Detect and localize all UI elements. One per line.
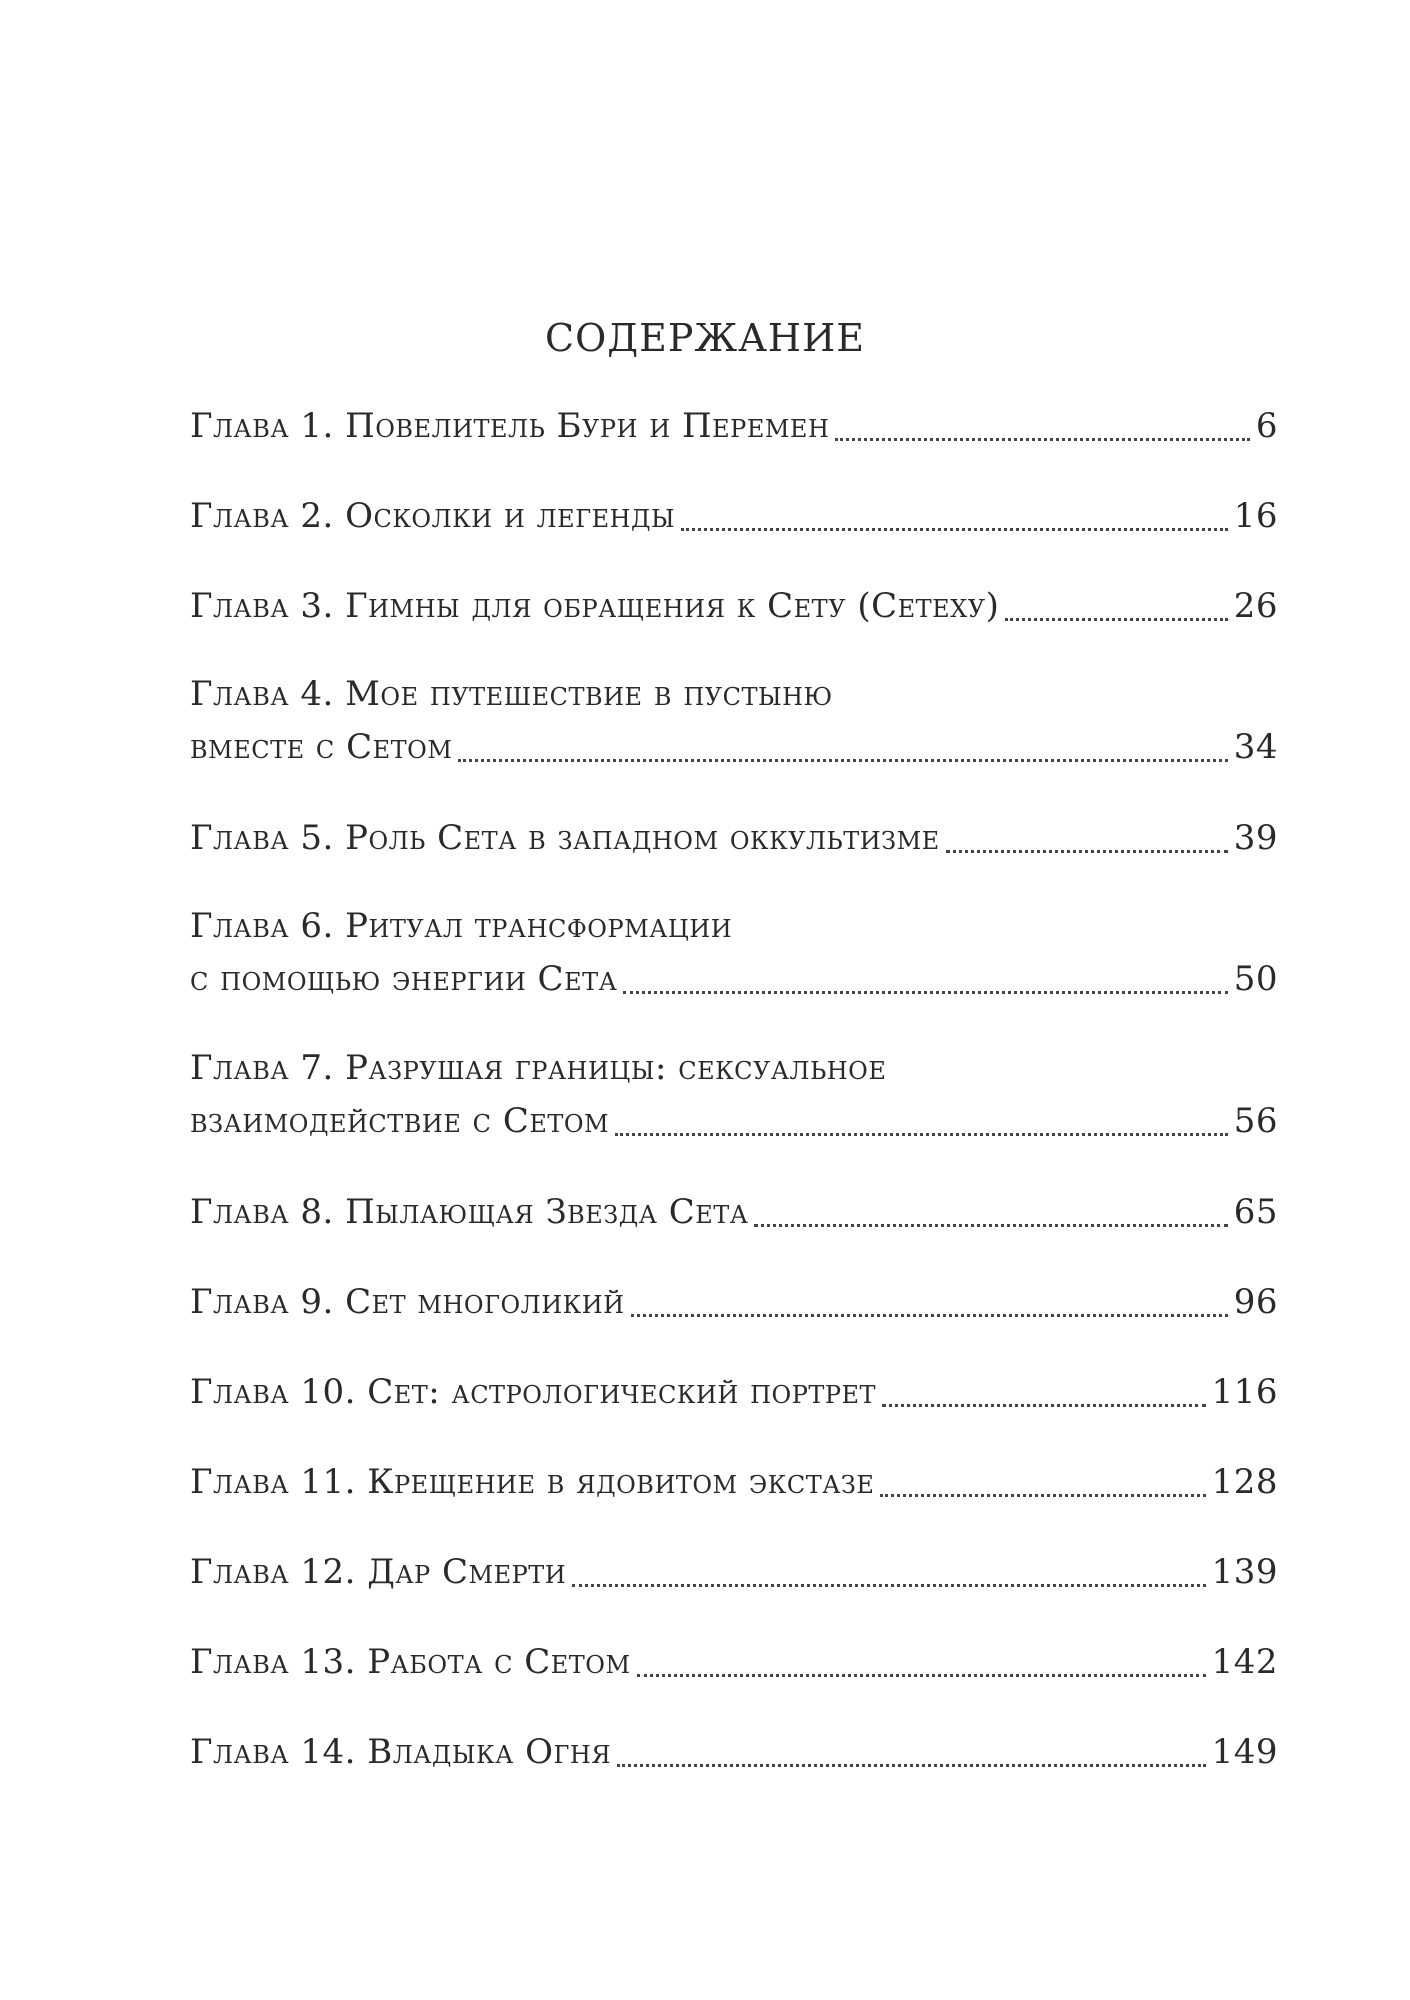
toc-entry-label: Глава 13. Работа с Сетом: [190, 1642, 631, 1682]
dot-leader: [631, 1314, 1228, 1317]
toc-page-number: 139: [1211, 1552, 1278, 1592]
toc-entry-label: Глава 1. Повелитель Бури и Перемен: [190, 406, 830, 446]
toc-entry-line1: Глава 7. Разрушая границы: сексуальное: [190, 1048, 887, 1088]
toc-entry-2[interactable]: [190, 490, 1278, 543]
toc-entry-6[interactable]: [190, 900, 1278, 1006]
toc-entry-4[interactable]: [190, 668, 1278, 774]
toc-entry-3[interactable]: [190, 580, 1278, 633]
toc-page-number: 16: [1233, 496, 1278, 536]
toc-page-number: 128: [1211, 1462, 1278, 1502]
toc-entry-label: Глава 2. Осколки и легенды: [190, 496, 676, 536]
toc-entry-label: Глава 10. Сет: астрологический портрет: [190, 1372, 877, 1412]
dot-leader: [882, 1404, 1206, 1407]
toc-entry-12[interactable]: [190, 1546, 1278, 1599]
toc-entry-label: Глава 14. Владыка Огня: [190, 1732, 612, 1772]
toc-entry-label: взаимодействие с Сетом: [190, 1101, 610, 1141]
toc-page-number: 149: [1211, 1732, 1278, 1772]
dot-leader: [637, 1674, 1206, 1677]
dot-leader: [754, 1224, 1227, 1227]
toc-page-number: 34: [1233, 727, 1278, 767]
toc-page-number: 6: [1255, 406, 1278, 446]
toc-entry-10[interactable]: [190, 1366, 1278, 1419]
toc-entry-13[interactable]: [190, 1636, 1278, 1689]
toc-entry-label: Глава 12. Дар Смерти: [190, 1552, 567, 1592]
dot-leader: [880, 1494, 1205, 1497]
toc-entry-9[interactable]: [190, 1276, 1278, 1329]
toc-entry-14[interactable]: [190, 1726, 1278, 1779]
toc-entry-label: с помощью энергии Сета: [190, 959, 618, 999]
toc-entry-label: Глава 3. Гимны для обращения к Сету (Сетеху): [190, 586, 1000, 626]
toc-page-number: 116: [1211, 1372, 1278, 1412]
dot-leader: [617, 1764, 1205, 1767]
toc-entry-label: Глава 8. Пылающая Звезда Сета: [190, 1192, 749, 1232]
dot-leader: [681, 528, 1228, 531]
dot-leader: [615, 1133, 1228, 1136]
toc-title: СОДЕРЖАНИЕ: [545, 316, 865, 360]
dot-leader: [1005, 618, 1227, 621]
toc-page-number: 65: [1233, 1192, 1278, 1232]
toc-entry-label: Глава 5. Роль Сета в западном оккультизме: [190, 818, 940, 858]
toc-entry-label: Глава 11. Крещение в ядовитом экстазе: [190, 1462, 875, 1502]
toc-page-number: 39: [1233, 818, 1278, 858]
toc-entry-5[interactable]: [190, 812, 1278, 865]
toc-page-number: 96: [1233, 1282, 1278, 1322]
toc-entry-11[interactable]: [190, 1456, 1278, 1509]
toc-page-number: 50: [1233, 959, 1278, 999]
toc-entry-label: вместе с Сетом: [190, 727, 453, 767]
toc-entry-line1: Глава 4. Мое путешествие в пустыню: [190, 674, 833, 714]
dot-leader: [835, 438, 1249, 441]
dot-leader: [623, 991, 1227, 994]
dot-leader: [458, 759, 1227, 762]
toc-page-number: 142: [1211, 1642, 1278, 1682]
toc-page-number: 56: [1233, 1101, 1278, 1141]
dot-leader: [572, 1584, 1205, 1587]
toc-entry-8[interactable]: [190, 1186, 1278, 1239]
toc-entry-line1: Глава 6. Ритуал трансформации: [190, 906, 733, 946]
toc-entry-label: Глава 9. Сет многоликий: [190, 1282, 625, 1322]
toc-entry-1[interactable]: [190, 400, 1278, 453]
dot-leader: [946, 850, 1228, 853]
toc-page-number: 26: [1233, 586, 1278, 626]
toc-entry-7[interactable]: [190, 1042, 1278, 1148]
